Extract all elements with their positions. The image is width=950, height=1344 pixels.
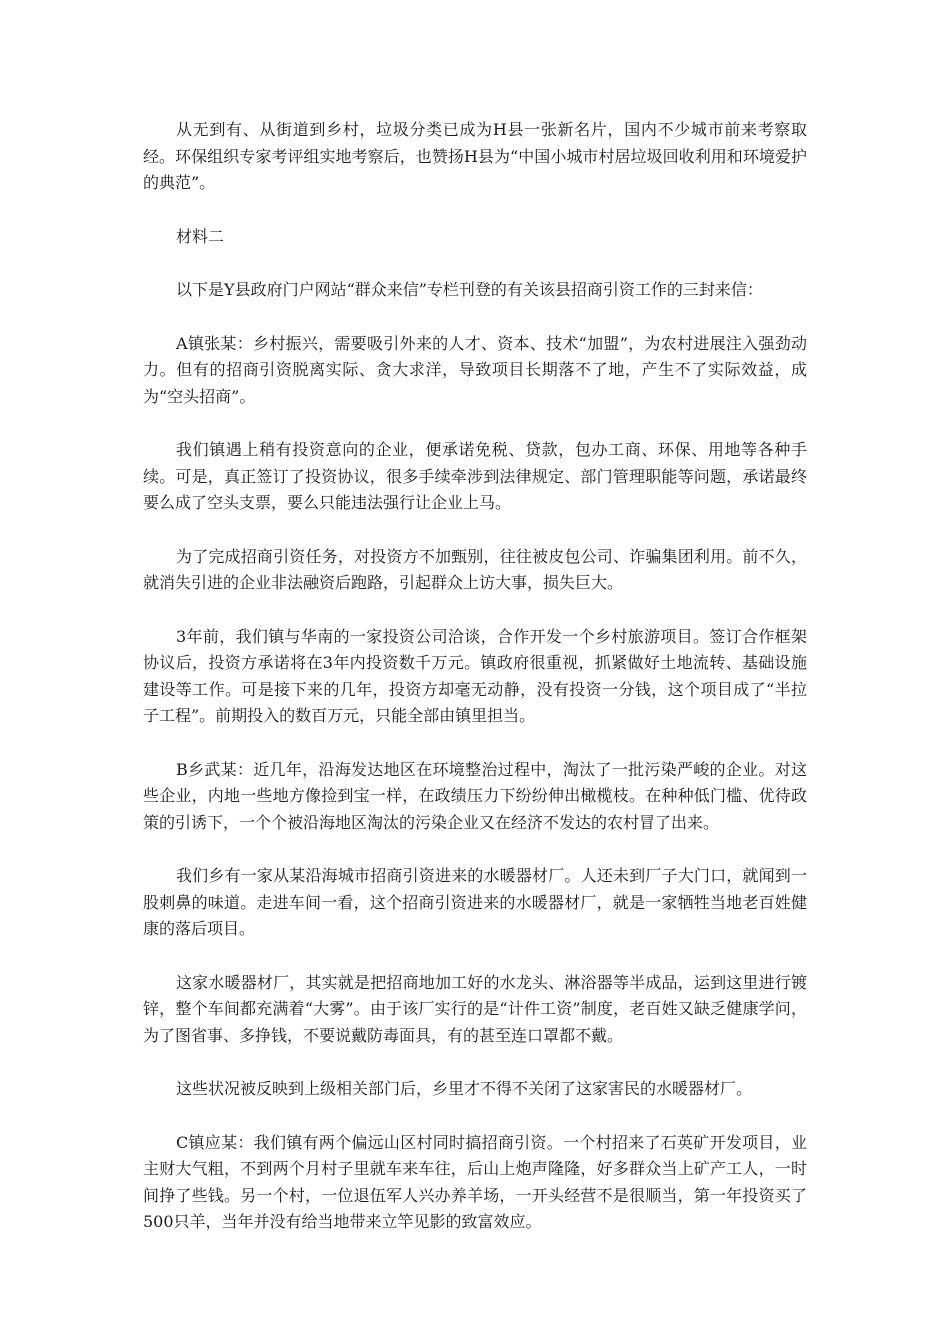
paragraph-letter-a-promises: 我们镇遇上稍有投资意向的企业，便承诺免税、贷款，包办工商、环保、用地等各种手续。可是，真正签订了投资协议，很多手续牵涉到法律规定、部门管理职能等问题，承诺最终要么成了空头支票，要么只能违法强行让企业上马。	[143, 440, 807, 512]
document-body	[143, 117, 807, 1263]
paragraph-letter-b-factory: 我们乡有一家从某沿海城市招商引资进来的水暖器材厂。人还未到厂子大门口，就闻到一股刺鼻的味道。走进车间一看，这个招商引资进来的水暖器材厂，就是一家牺牲当地老百姓健康的落后项目。	[143, 866, 807, 938]
paragraph-letter-b-closure: 这些状况被反映到上级相关部门后，乡里才不得不关闭了这家害民的水暖器材厂。	[176, 1079, 753, 1098]
section-heading-material-two: 材料二	[176, 226, 225, 246]
paragraph-letters-intro: 以下是Y县政府门户网站“群众来信”专栏刊登的有关该县招商引资工作的三封来信：	[176, 280, 763, 299]
paragraph-letter-c-intro: C镇应某：我们镇有两个偏远山区村同时搞招商引资。一个村招来了石英矿开发项目，业主财大气粗，不到两个月村子里就车来车往，后山上炮声隆隆，好多群众当上矿产工人，一时间挣了些钱。另一个村，一位退伍军人兴办养羊场，一开头经营不是很顺当，第一年投资买了500只羊，当年并没有给当地带来立竿见影的致富效应。	[143, 1132, 807, 1231]
paragraph-letter-b-intro: B乡武某：近几年，沿海发达地区在环境整治过程中，淘汰了一批污染严峻的企业。对这些企业，内地一些地方像捡到宝一样，在政绩压力下纷纷伸出橄榄枝。在种种低门槛、优待政策的引诱下，一个个被沿海地区淘汰的污染企业又在经济不发达的农村冒了出来。	[143, 759, 807, 832]
paragraph-letter-b-galvanizing: 这家水暖器材厂，其实就是把招商地加工好的水龙头、淋浴器等半成品，运到这里进行镀锌，整个车间都充满着“大雾”。由于该厂实行的是“计件工资”制度，老百姓又缺乏健康学问，为了图省事、多挣钱，不要说戴防毒面具，有的甚至连口罩都不戴。	[143, 972, 807, 1045]
paragraph-h-county-summary: 从无到有、从街道到乡村，垃圾分类已成为H县一张新名片，国内不少城市前来考察取经。环保组织专家考评组实地考察后，也赞扬H县为“中国小城市村居垃圾回收利用和环境爱护的典范”。	[143, 120, 807, 192]
paragraph-letter-a-tourism-project: 3年前，我们镇与华南的一家投资公司洽谈，合作开发一个乡村旅游项目。签订合作框架协议后，投资方承诺将在3年内投资数千万元。镇政府很重视，抓紧做好土地流转、基础设施建设等工作。可是接下来的几年，投资方却毫无动静，没有投资一分钱，这个项目成了“半拉子工程”。前期投入的数百万元，只能全部由镇里担当。	[143, 626, 807, 725]
paragraph-letter-a-fraud: 为了完成招商引资任务，对投资方不加甄别，往往被皮包公司、诈骗集团利用。前不久，就消失引进的企业非法融资后跑路，引起群众上访大事，损失巨大。	[143, 546, 807, 592]
paragraph-letter-a-intro: A镇张某：乡村振兴，需要吸引外来的人才、资本、技术“加盟”，为农村进展注入强劲动力。但有的招商引资脱离实际、贪大求洋，导致项目长期落不了地，产生不了实际效益，成为“空头招商”。	[143, 333, 807, 406]
